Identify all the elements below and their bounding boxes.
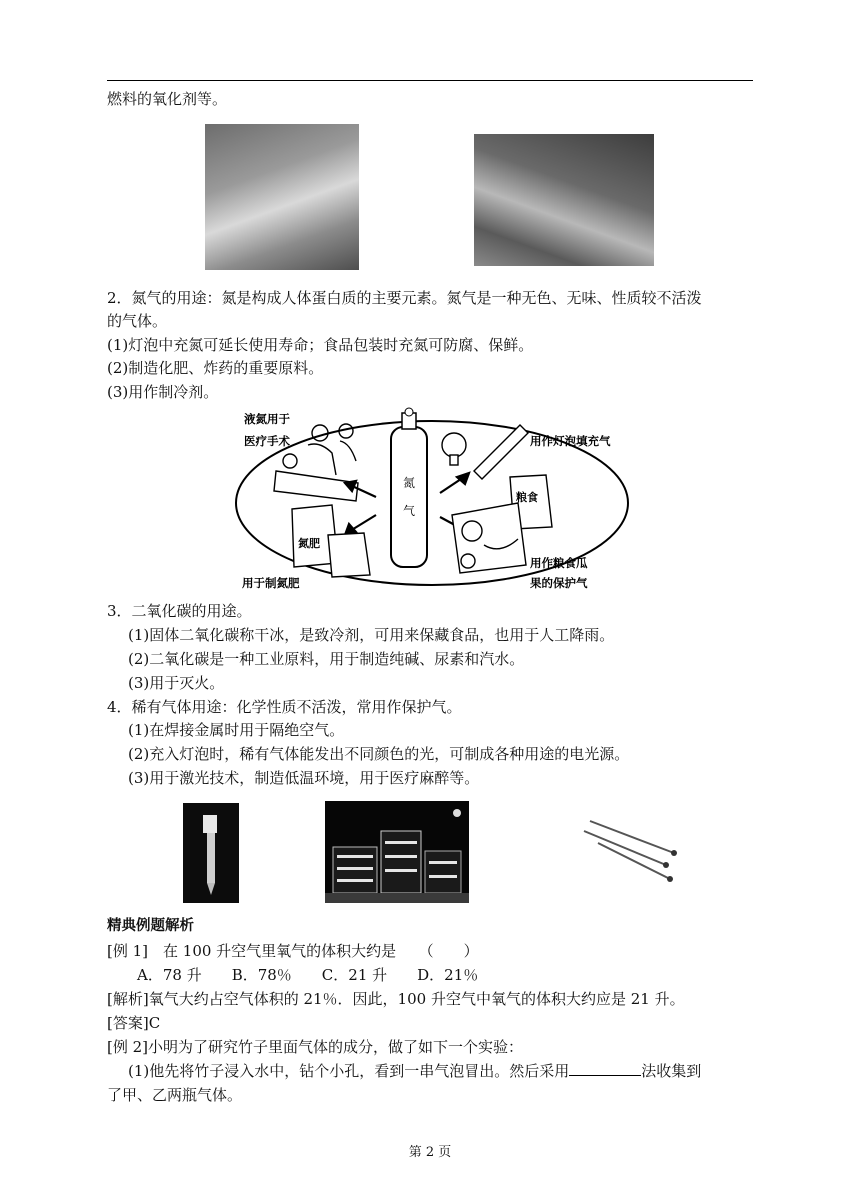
page-footer: 第 2 页 xyxy=(408,1145,452,1160)
photo-medical-oxygen xyxy=(205,124,359,270)
nitrogen-uses-diagram xyxy=(228,405,636,593)
example-2-item-1-text-b: 法收集到 xyxy=(641,1062,702,1080)
nitrogen-item-2: (2)制造化肥、炸药的重要原料。 xyxy=(107,359,324,377)
fertilizer-bag-label: 氮肥 xyxy=(298,537,320,550)
rare-gas-item-1: (1)在焊接金属时用于隔绝空气。 xyxy=(128,721,345,739)
example-2-question: [例 2]小明为了研究竹子里面气体的成分，做了如下一个实验： xyxy=(107,1038,524,1056)
label-fertilizer: 用于制氮肥 xyxy=(242,576,300,590)
example-2-item-1-cont: 了甲、乙两瓶气体。 xyxy=(107,1086,243,1104)
rare-gas-item-3: (3)用于激光技术，制造低温环境，用于医疗麻醉等。 xyxy=(128,769,480,787)
example-1-options: A．78 升 B．78％ C．21 升 D．21％ xyxy=(137,966,479,984)
nitrogen-item-3: (3)用作制冷剂。 xyxy=(107,383,219,401)
label-grain: 粮食 xyxy=(516,491,538,504)
nitrogen-item-1: (1)灯泡中充氮可延长使用寿命；食品包装时充氮可防腐、保鲜。 xyxy=(107,336,534,354)
example-2-item-1-text-a: (1)他先将竹子浸入水中，钻个小孔，看到一串气泡冒出。然后采用 xyxy=(128,1062,570,1080)
co2-heading: 3．二氧化碳的用途。 xyxy=(107,602,252,620)
tank-label-1: 氮 xyxy=(402,476,416,490)
example-1-answer: [答案]C xyxy=(107,1014,161,1032)
example-1-question: [例 1] 在 100 升空气里氧气的体积大约是 （ ） xyxy=(107,942,479,960)
label-medical-2: 医疗手术 xyxy=(244,434,290,448)
label-food-2: 果的保护气 xyxy=(530,576,588,590)
co2-item-2: (2)二氧化碳是一种工业原料，用于制造纯碱、尿素和汽水。 xyxy=(128,650,525,668)
continuation-text: 燃料的氧化剂等。 xyxy=(107,90,228,108)
photo-welding-torch xyxy=(474,134,654,266)
rare-gas-heading: 4．稀有气体用途：化学性质不活泼，常用作保护气。 xyxy=(107,698,462,716)
co2-item-1: (1)固体二氧化碳称干冰，是致冷剂，可用来保藏食品，也用于人工降雨。 xyxy=(128,626,615,644)
tank-label-2: 气 xyxy=(402,504,416,518)
label-bulb: 用作灯泡填充气 xyxy=(530,434,611,448)
bulb-illustration xyxy=(442,425,528,479)
photo-medical-syringes xyxy=(570,803,688,903)
label-food-1: 用作粮食瓜 xyxy=(530,556,588,570)
photo-laser-device xyxy=(183,803,239,903)
examples-title: 精典例题解析 xyxy=(107,918,194,934)
nitrogen-heading-cont: 的气体。 xyxy=(107,312,168,330)
nitrogen-heading: 2．氮气的用途：氮是构成人体蛋白质的主要元素。氮气是一种无色、无味、性质较不活泼 xyxy=(107,289,702,307)
photo-neon-city-night xyxy=(325,801,469,903)
rare-gas-item-2: (2)充入灯泡时，稀有气体能发出不同颜色的光，可制成各种用途的电光源。 xyxy=(128,745,630,763)
example-1-analysis: [解析]氧气大约占空气体积的 21％．因此，100 升空气中氧气的体积大约应是 21 升。 xyxy=(107,990,685,1008)
header-rule xyxy=(107,80,753,81)
label-medical-1: 液氮用于 xyxy=(244,412,290,426)
answer-blank[interactable] xyxy=(569,1061,641,1076)
example-2-item-1 xyxy=(128,1060,701,1082)
co2-item-3: (3)用于灭火。 xyxy=(128,674,225,692)
